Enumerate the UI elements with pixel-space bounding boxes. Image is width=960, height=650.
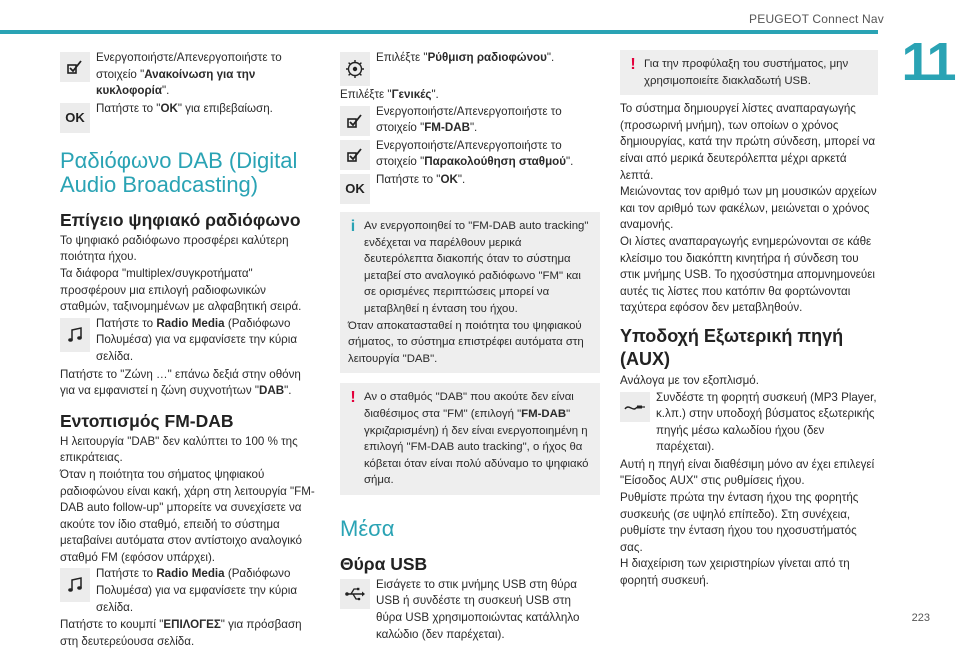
ok-icon: OK: [60, 103, 90, 133]
subsection-title-usb: Θύρα USB: [340, 553, 428, 574]
warning-note: [620, 50, 878, 95]
column-3: [620, 50, 878, 590]
note-text: Αν ο σταθμός "DAB" που ακούτε δεν είναι διαθέσιμος στα "FM" (επιλογή "FM-DAB" γκριζαρισμένη) ή δεν είναι ενεργοποιημένη η επιλογή "FM-DAB auto tracking", ο ήχος θα κόβεται όταν είναι πολύ αδύναμο το ψηφιακό σήμα.: [364, 391, 589, 487]
paragraph: Πατήστε το κουμπί "ΕΠΙΛΟΓΕΣ" για πρόσβαση στη δευτερεύουσα σελίδα.: [60, 618, 302, 648]
checkbox-icon: [340, 140, 370, 170]
aux-cable-icon: [620, 392, 650, 422]
paragraph: Οι λίστες αναπαραγωγής ενημερώνονται σε κάθε κλείσιμο του διακόπτη κινητήρα ή σύνδεση του στικ μνήμης USB. Το ηχοσύστημα απομνημονεύει αυτές τις λίστες που κατόπιν θα φορτώνονται ταχύτερα εφόσον δεν μεταβληθούν.: [620, 234, 875, 315]
header-accent-bar: [0, 30, 878, 34]
ok-icon: OK: [340, 174, 370, 204]
instruction-row: [620, 390, 878, 456]
paragraph: Ρυθμίστε πρώτα την ένταση ήχου της φορητής συσκευής (σε υψηλό επίπεδο). Στη συνέχεια, ρυθμίστε την ένταση ήχου του ηχοσυστήματός σας.: [620, 491, 859, 554]
instruction-row: [340, 138, 600, 171]
instruction-row: [340, 577, 600, 643]
instruction-text: Πατήστε το Radio Media (Ραδιόφωνο Πολυμέσα) για να εμφανίσετε την κύρια σελίδα.: [96, 316, 298, 363]
instruction-row: [60, 316, 316, 366]
instruction-text: Ενεργοποιήστε/Απενεργοποιήστε το στοιχείο "FM-DAB".: [376, 104, 562, 135]
note-text: Αν ενεργοποιηθεί το "FM-DAB auto tracking" ενδέχεται να παρέλθουν μερικά δευτερόλεπτα διακοπής όταν το σύστημα μεταβεί στο αναλογικό ραδιόφωνο "FM" και σε ορισμένες περιπτώσεις μπορεί να μεταβληθεί η ένταση του ήχου.: [364, 219, 589, 315]
paragraph: Μειώνοντας τον αριθμό των μη μουσικών αρχείων και τον αριθμό των φακέλων, μειώνεται ο χρόνος αναμονής.: [620, 185, 877, 232]
instruction-text: Ενεργοποιήστε/Απενεργοποιήστε το στοιχείο "Ανακοίνωση για την κυκλοφορία".: [96, 51, 282, 98]
instruction-row: [60, 101, 316, 133]
section-title-media: Μέσα: [340, 515, 395, 541]
instruction-row: [340, 50, 600, 86]
subsection-title-fm-dab: Εντοπισμός FM-DAB: [60, 410, 234, 431]
usb-icon: [340, 579, 370, 609]
paragraph: Το σύστημα δημιουργεί λίστες αναπαραγωγής (προσωρινή μνήμη), των οποίων ο χρόνος δημιουργίας, κατά την πρώτη σύνδεση, μπορεί να είναι από μερικά δευτερόλεπτα μέχρι αρκετά λεπτά.: [620, 102, 876, 182]
note-text: Για την προφύλαξη του συστήματος, μην χρησιμοποιείτε διακλαδωτή USB.: [644, 58, 849, 87]
instruction-text: Πατήστε το "OK".: [376, 172, 466, 186]
column-1: [60, 50, 316, 650]
paragraph: Ανάλογα με τον εξοπλισμό.: [620, 373, 759, 387]
paragraph: Το ψηφιακό ραδιόφωνο προσφέρει καλύτερη ποιότητα ήχου.: [60, 233, 289, 264]
music-note-icon: [60, 318, 90, 352]
paragraph: Η διαχείριση των χειριστηρίων γίνεται από τη φορητή συσκευή.: [620, 557, 850, 588]
instruction-row: [60, 50, 316, 100]
header-title: PEUGEOT Connect Nav: [749, 12, 884, 26]
paragraph: Επιλέξτε "Γενικές".: [340, 88, 439, 101]
instruction-text: Πατήστε το Radio Media (Ραδιόφωνο Πολυμέσα) για να εμφανίσετε την κύρια σελίδα.: [96, 567, 298, 614]
instruction-row: [340, 104, 600, 137]
music-note-icon: [60, 568, 90, 602]
section-title-dab: Ραδιόφωνο DAB (Digital Audio Broadcasting): [60, 147, 298, 197]
info-icon: i: [350, 217, 356, 235]
info-note: [340, 212, 600, 373]
paragraph: Αυτή η πηγή είναι διαθέσιμη μόνο αν έχει επιλεγεί "Είσοδος AUX" στις ρυθμίσεις ήχου.: [620, 457, 875, 488]
paragraph: Τα διάφορα "multiplex/συγκροτήματα" προσφέρουν μια επιλογή ραδιοφωνικών σταθμών, ταξινομημένων με αλφαβητική σειρά.: [60, 266, 302, 314]
instruction-text: Ενεργοποιήστε/Απενεργοποιήστε το στοιχείο "Παρακολούθηση σταθμού".: [376, 138, 574, 169]
instruction-text: Εισάγετε το στικ μνήμης USB στη θύρα USB ή συνδέστε τη συσκευή USB στη θύρα USB χρησιμοποιώντας κατάλληλο καλώδιο (δεν παρέχεται).: [376, 577, 580, 641]
instruction-row: [60, 566, 316, 616]
warning-note: [340, 383, 600, 495]
checkbox-icon: [60, 52, 90, 82]
page-number: 223: [911, 612, 930, 624]
paragraph: Πατήστε το "Ζώνη …" επάνω δεξιά στην οθόνη για να εμφανιστεί η ζώνη συχνοτήτων "DAB".: [60, 367, 301, 398]
warning-icon: !: [630, 56, 636, 73]
chapter-number: 11: [901, 32, 955, 92]
instruction-text: Επιλέξτε "Ρύθμιση ραδιοφώνου".: [376, 51, 555, 64]
instruction-text: Συνδέστε τη φορητή συσκευή (MP3 Player, κ.λπ.) στην υποδοχή βύσματος εξωτερικής πηγής μέσω καλωδίου ήχου (δεν παρέχεται).: [656, 390, 877, 454]
instruction-text: Πατήστε το "OK" για επιβεβαίωση.: [96, 101, 273, 115]
radio-settings-icon: [340, 52, 370, 86]
checkbox-icon: [340, 106, 370, 136]
paragraph: Όταν η ποιότητα του σήματος ψηφιακού ραδιοφώνου είναι κακή, χάρη στη λειτουργία "FM-DAB auto follow-up" μπορείτε να συνεχίσετε να ακούτε τον ίδιο σταθμό, επειδή το σύστημα μεταβαίνει αυτόματα στον αντίστοιχο αναλογικό σταθμό FM (εφόσον υπάρχει).: [60, 467, 315, 564]
note-text: Όταν αποκατασταθεί η ποιότητα του ψηφιακού σήματος, το σύστημα επιστρέφει αυτόματα στη λειτουργία "DAB".: [348, 319, 584, 365]
column-2: [340, 50, 600, 644]
paragraph: Η λειτουργία "DAB" δεν καλύπτει το 100 % της επικράτειας.: [60, 434, 298, 465]
subsection-title-aux: Υποδοχή Εξωτερική πηγή (AUX): [620, 325, 844, 369]
instruction-row: [340, 172, 600, 204]
warning-icon: !: [350, 389, 356, 407]
subsection-title-digital-radio: Επίγειο ψηφιακό ραδιόφωνο: [60, 209, 301, 230]
